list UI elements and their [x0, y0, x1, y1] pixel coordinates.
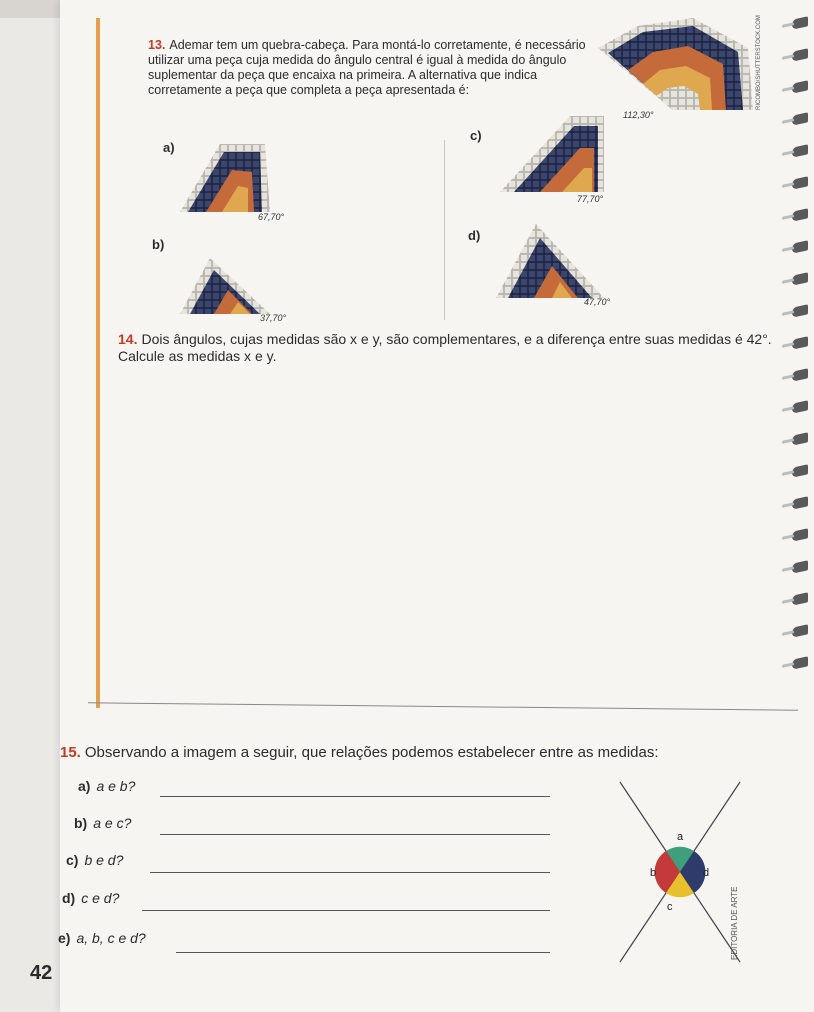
subquestion-label: b)	[74, 815, 88, 831]
binding-ring	[792, 176, 808, 189]
subquestion-label: d)	[62, 890, 76, 906]
option-d-piece	[496, 222, 606, 302]
label-a: a	[677, 831, 684, 843]
subquestion-text: b e d?	[84, 852, 124, 868]
main-puzzle-piece	[598, 18, 758, 128]
option-b-angle: 37,70°	[260, 313, 287, 323]
option-d-label: d)	[468, 228, 481, 243]
label-b: b	[650, 867, 657, 879]
binding-ring	[792, 592, 808, 605]
binding-ring	[792, 400, 808, 413]
option-a-piece	[180, 144, 275, 214]
option-a-angle: 67,70°	[258, 212, 285, 222]
subquestion-text: a e c?	[93, 815, 132, 831]
subquestion-text: a e b?	[96, 778, 136, 794]
option-d-angle: 47,70°	[584, 297, 611, 307]
binding-ring	[792, 368, 808, 381]
question-text: Dois ângulos, cujas medidas são x e y, são complementares, e a diferença entre suas medidas é 42°. Calcule as medidas x e y.	[118, 331, 772, 364]
subquestion-d	[62, 890, 119, 906]
option-c-label: c)	[470, 128, 482, 143]
crossing-lines-figure	[610, 782, 750, 962]
answer-line-d[interactable]	[142, 910, 550, 911]
subquestion-text: a, b, c e d?	[76, 930, 146, 946]
subquestion-label: c)	[66, 852, 79, 868]
option-b-piece	[180, 252, 280, 322]
binding-ring	[792, 208, 808, 221]
binding-ring	[792, 240, 808, 253]
binding-ring	[792, 528, 808, 541]
question-text: Ademar tem um quebra-cabeça. Para montá-lo corretamente, é necessário utilizar uma peça cuja medida do ângulo central é igual à medida do ângulo suplementar da peça que encaixa na primeira. A alternativa que indica corretamente a peça que completa a peça apresentada é:	[148, 38, 586, 97]
spiral-binding	[790, 10, 814, 710]
binding-ring	[792, 496, 808, 509]
question-14	[118, 331, 778, 365]
binding-ring	[792, 144, 808, 157]
option-b-label: b)	[152, 237, 165, 252]
binding-ring	[792, 464, 808, 477]
question-text: Observando a imagem a seguir, que relações podemos estabelecer entre as medidas:	[84, 744, 659, 761]
binding-ring	[792, 336, 808, 349]
question-13	[148, 38, 588, 98]
binding-ring	[792, 112, 808, 125]
question-number: 15.	[60, 744, 81, 761]
subquestion-a	[78, 778, 135, 794]
subquestion-label: e)	[58, 930, 71, 946]
binding-ring	[792, 80, 808, 93]
margin-stripe	[96, 18, 100, 708]
subquestion-label: a)	[78, 778, 91, 794]
answer-line-b[interactable]	[160, 834, 550, 835]
subquestion-text: c e d?	[81, 890, 120, 906]
label-c: c	[667, 901, 673, 913]
binding-ring	[792, 48, 808, 61]
binding-ring	[792, 432, 808, 445]
binding-ring	[792, 16, 808, 29]
binding-ring	[792, 304, 808, 317]
column-divider	[444, 140, 445, 320]
answer-line-c[interactable]	[150, 872, 550, 873]
subquestion-e	[58, 930, 146, 946]
page-number: 42	[30, 962, 53, 984]
subquestion-b	[74, 815, 131, 831]
main-piece-angle: 112,30°	[623, 110, 654, 120]
question-15	[60, 744, 805, 761]
question-number: 13.	[148, 38, 166, 52]
answer-line-e[interactable]	[176, 952, 550, 953]
answer-line-a[interactable]	[160, 796, 550, 797]
option-c-piece	[500, 116, 610, 196]
option-a-label: a)	[163, 140, 175, 155]
binding-ring	[792, 656, 808, 669]
label-d: d	[703, 867, 710, 879]
image-credit: RICOMBO/SHUTTERSTOCK.COM	[756, 15, 762, 110]
binding-ring	[792, 624, 808, 637]
option-c-angle: 77,70°	[577, 194, 604, 204]
subquestion-c	[66, 852, 123, 868]
binding-ring	[792, 272, 808, 285]
question-number: 14.	[118, 331, 138, 347]
binding-ring	[792, 560, 808, 573]
figure-credit: EDITORIA DE ARTE	[730, 886, 739, 960]
